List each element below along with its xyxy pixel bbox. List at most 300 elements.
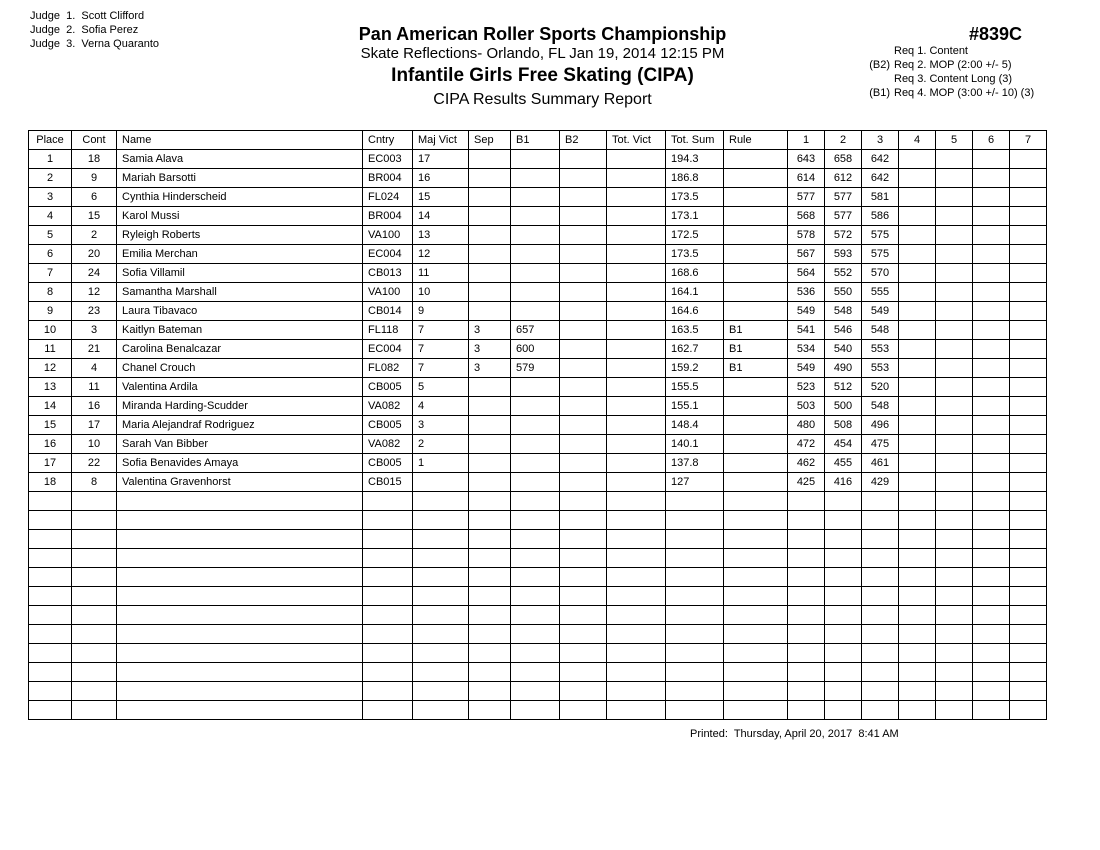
table-cell: VA082 [363, 435, 413, 454]
table-cell [72, 644, 117, 663]
table-cell [72, 663, 117, 682]
table-cell [560, 530, 607, 549]
table-cell: VA100 [363, 283, 413, 302]
table-cell [469, 416, 511, 435]
table-cell: 3 [469, 340, 511, 359]
table-cell [117, 549, 363, 568]
table-cell: Cynthia Hinderscheid [117, 188, 363, 207]
table-cell [862, 606, 899, 625]
table-cell [117, 492, 363, 511]
table-cell [825, 492, 862, 511]
table-cell [511, 701, 560, 720]
judge-2: Judge 2. Sofia Perez [30, 24, 139, 36]
table-cell: 159.2 [666, 359, 724, 378]
table-cell [825, 644, 862, 663]
table-cell [724, 150, 788, 169]
table-cell: Ryleigh Roberts [117, 226, 363, 245]
table-row [29, 397, 1047, 416]
table-cell [724, 701, 788, 720]
requirement-1: Req 1. Content [894, 45, 968, 57]
table-cell [607, 169, 666, 188]
table-cell: 168.6 [666, 264, 724, 283]
table-cell: 500 [825, 397, 862, 416]
table-cell [413, 701, 469, 720]
table-cell: 17 [413, 150, 469, 169]
table-cell [825, 701, 862, 720]
table-cell [560, 568, 607, 587]
table-cell: 3 [72, 321, 117, 340]
table-cell [607, 568, 666, 587]
table-cell [899, 207, 936, 226]
table-cell [607, 207, 666, 226]
table-cell: 13 [413, 226, 469, 245]
table-cell [973, 606, 1010, 625]
table-cell [825, 663, 862, 682]
table-cell [29, 492, 72, 511]
table-cell [117, 682, 363, 701]
table-cell [469, 473, 511, 492]
table-cell: 18 [29, 473, 72, 492]
column-header: Maj Vict [413, 131, 469, 150]
table-cell [899, 682, 936, 701]
table-cell [607, 283, 666, 302]
table-cell: 541 [788, 321, 825, 340]
table-cell [862, 492, 899, 511]
table-cell [469, 492, 511, 511]
table-cell [413, 511, 469, 530]
table-cell: 577 [825, 207, 862, 226]
table-cell [666, 644, 724, 663]
table-cell [560, 549, 607, 568]
table-cell: Sofia Benavides Amaya [117, 454, 363, 473]
table-cell [117, 663, 363, 682]
table-row [29, 416, 1047, 435]
table-cell: 7 [413, 321, 469, 340]
table-cell [1010, 568, 1047, 587]
table-cell [899, 264, 936, 283]
table-cell [560, 188, 607, 207]
table-cell [511, 587, 560, 606]
table-cell [666, 530, 724, 549]
table-row [29, 587, 1047, 606]
table-row [29, 321, 1047, 340]
column-header: 3 [862, 131, 899, 150]
table-cell: 12 [413, 245, 469, 264]
table-cell [560, 378, 607, 397]
table-cell [560, 226, 607, 245]
table-cell [724, 454, 788, 473]
table-row [29, 283, 1047, 302]
table-cell: 15 [413, 188, 469, 207]
table-cell: 577 [825, 188, 862, 207]
table-cell: 5 [413, 378, 469, 397]
table-cell [936, 245, 973, 264]
table-cell: Chanel Crouch [117, 359, 363, 378]
table-cell [607, 188, 666, 207]
table-cell [936, 473, 973, 492]
table-cell [607, 530, 666, 549]
table-cell [973, 226, 1010, 245]
table-cell: 472 [788, 435, 825, 454]
table-cell [511, 473, 560, 492]
table-cell: CB005 [363, 454, 413, 473]
table-cell: CB005 [363, 378, 413, 397]
table-cell [899, 321, 936, 340]
table-cell: 173.5 [666, 188, 724, 207]
table-cell [469, 435, 511, 454]
table-cell [607, 473, 666, 492]
table-cell [469, 606, 511, 625]
table-cell [973, 416, 1010, 435]
table-cell: 548 [862, 397, 899, 416]
table-cell: Samantha Marshall [117, 283, 363, 302]
table-cell: 3 [29, 188, 72, 207]
table-cell [29, 682, 72, 701]
table-cell [899, 549, 936, 568]
table-cell [560, 701, 607, 720]
table-cell [724, 530, 788, 549]
table-cell: 16 [29, 435, 72, 454]
championship-title: Pan American Roller Sports Championship [358, 24, 727, 44]
table-cell [973, 169, 1010, 188]
table-cell: 12 [72, 283, 117, 302]
table-cell [29, 663, 72, 682]
table-cell [724, 378, 788, 397]
table-cell: 148.4 [666, 416, 724, 435]
table-cell: 173.5 [666, 245, 724, 264]
table-cell [511, 378, 560, 397]
table-row [29, 302, 1047, 321]
table-cell: 475 [862, 435, 899, 454]
table-cell: CB013 [363, 264, 413, 283]
table-cell [72, 492, 117, 511]
table-cell [413, 625, 469, 644]
table-cell [413, 587, 469, 606]
judges-list [30, 9, 159, 51]
table-cell: 658 [825, 150, 862, 169]
table-cell: 6 [72, 188, 117, 207]
table-cell: 581 [862, 188, 899, 207]
table-cell: 455 [825, 454, 862, 473]
table-cell [862, 511, 899, 530]
table-cell [511, 169, 560, 188]
table-cell [607, 587, 666, 606]
table-cell [936, 340, 973, 359]
table-cell [560, 321, 607, 340]
table-cell: B1 [724, 359, 788, 378]
table-cell: 2 [413, 435, 469, 454]
table-cell [29, 530, 72, 549]
table-cell: 7 [413, 340, 469, 359]
table-cell [29, 511, 72, 530]
table-cell [724, 435, 788, 454]
table-cell: 10 [72, 435, 117, 454]
table-cell [899, 625, 936, 644]
table-cell [363, 549, 413, 568]
table-cell [936, 359, 973, 378]
table-cell [936, 606, 973, 625]
table-row [29, 340, 1047, 359]
table-cell [607, 340, 666, 359]
table-cell [724, 397, 788, 416]
table-cell [1010, 587, 1047, 606]
table-cell [607, 663, 666, 682]
table-cell [899, 416, 936, 435]
table-cell [560, 663, 607, 682]
table-cell [936, 188, 973, 207]
table-cell [899, 644, 936, 663]
table-cell: 1 [413, 454, 469, 473]
table-cell [469, 378, 511, 397]
table-cell: VA082 [363, 397, 413, 416]
table-cell [1010, 701, 1047, 720]
table-cell [29, 701, 72, 720]
table-cell [511, 682, 560, 701]
table-cell: 17 [29, 454, 72, 473]
table-cell [413, 644, 469, 663]
table-cell: 553 [862, 340, 899, 359]
table-cell [363, 511, 413, 530]
table-cell [973, 530, 1010, 549]
table-cell [666, 625, 724, 644]
table-cell [724, 169, 788, 188]
table-cell [724, 473, 788, 492]
table-cell [936, 454, 973, 473]
table-cell [607, 226, 666, 245]
table-cell: Samia Alava [117, 150, 363, 169]
table-cell [469, 188, 511, 207]
table-cell [1010, 340, 1047, 359]
table-cell: 570 [862, 264, 899, 283]
table-cell [936, 701, 973, 720]
column-header: Name [117, 131, 363, 150]
table-cell [936, 416, 973, 435]
table-cell: 454 [825, 435, 862, 454]
table-cell: 3 [413, 416, 469, 435]
table-cell: 1 [29, 150, 72, 169]
table-cell: 6 [29, 245, 72, 264]
table-cell: 462 [788, 454, 825, 473]
table-cell: 12 [29, 359, 72, 378]
table-cell: 3 [469, 359, 511, 378]
table-cell [29, 549, 72, 568]
table-row [29, 549, 1047, 568]
table-cell: 194.3 [666, 150, 724, 169]
table-cell [363, 701, 413, 720]
table-cell [607, 492, 666, 511]
table-row [29, 378, 1047, 397]
table-cell: Carolina Benalcazar [117, 340, 363, 359]
table-cell [117, 511, 363, 530]
table-cell: CB015 [363, 473, 413, 492]
table-cell: 612 [825, 169, 862, 188]
table-cell [1010, 264, 1047, 283]
table-cell [666, 492, 724, 511]
table-cell [973, 264, 1010, 283]
table-cell: 5 [29, 226, 72, 245]
table-cell [1010, 682, 1047, 701]
table-cell [973, 454, 1010, 473]
table-cell: 164.1 [666, 283, 724, 302]
table-cell [973, 568, 1010, 587]
table-cell [560, 397, 607, 416]
column-header: Rule [724, 131, 788, 150]
table-cell: Kaitlyn Bateman [117, 321, 363, 340]
table-cell [1010, 416, 1047, 435]
event-title: Infantile Girls Free Skating (CIPA) [391, 65, 694, 86]
venue-datetime: Skate Reflections- Orlando, FL Jan 19, 2014 12:15 PM [360, 45, 725, 62]
table-cell [469, 625, 511, 644]
table-row [29, 454, 1047, 473]
table-cell [825, 625, 862, 644]
table-cell [511, 454, 560, 473]
table-cell: VA100 [363, 226, 413, 245]
table-cell [666, 549, 724, 568]
table-cell [899, 435, 936, 454]
table-cell [973, 359, 1010, 378]
table-cell [511, 492, 560, 511]
table-cell [788, 663, 825, 682]
table-cell [666, 701, 724, 720]
table-cell [511, 264, 560, 283]
table-cell [469, 226, 511, 245]
table-cell: 22 [72, 454, 117, 473]
table-cell [560, 245, 607, 264]
table-row [29, 492, 1047, 511]
table-cell [724, 606, 788, 625]
table-cell: 600 [511, 340, 560, 359]
table-cell [899, 302, 936, 321]
table-cell [511, 150, 560, 169]
table-cell [1010, 473, 1047, 492]
table-cell [607, 245, 666, 264]
table-cell [511, 568, 560, 587]
table-cell [117, 625, 363, 644]
table-cell [413, 606, 469, 625]
table-cell: FL082 [363, 359, 413, 378]
table-cell [469, 549, 511, 568]
table-cell [973, 701, 1010, 720]
table-cell: 10 [29, 321, 72, 340]
table-cell [117, 644, 363, 663]
table-cell: 490 [825, 359, 862, 378]
table-cell [117, 587, 363, 606]
table-cell: Maria Alejandraf Rodriguez [117, 416, 363, 435]
table-cell: 7 [413, 359, 469, 378]
table-cell [29, 568, 72, 587]
table-cell [973, 397, 1010, 416]
table-row [29, 625, 1047, 644]
table-cell [724, 644, 788, 663]
table-row [29, 511, 1047, 530]
table-row [29, 530, 1047, 549]
column-header: Tot. Sum [666, 131, 724, 150]
table-cell: 11 [413, 264, 469, 283]
table-cell: 520 [862, 378, 899, 397]
table-cell [936, 511, 973, 530]
table-cell [29, 644, 72, 663]
table-cell [973, 188, 1010, 207]
table-cell [560, 473, 607, 492]
table-cell [862, 587, 899, 606]
table-cell [72, 606, 117, 625]
table-cell [825, 530, 862, 549]
table-cell [607, 359, 666, 378]
table-cell [469, 397, 511, 416]
table-cell: CB014 [363, 302, 413, 321]
table-cell [724, 568, 788, 587]
table-cell [511, 188, 560, 207]
table-cell: EC004 [363, 340, 413, 359]
table-row [29, 644, 1047, 663]
table-cell [469, 644, 511, 663]
table-cell [973, 511, 1010, 530]
table-cell: Karol Mussi [117, 207, 363, 226]
table-cell [936, 435, 973, 454]
table-cell [363, 663, 413, 682]
table-cell [72, 625, 117, 644]
table-cell [973, 245, 1010, 264]
table-cell [1010, 245, 1047, 264]
table-cell [1010, 378, 1047, 397]
table-cell [936, 302, 973, 321]
table-cell [72, 530, 117, 549]
table-cell [413, 663, 469, 682]
table-cell [724, 226, 788, 245]
table-cell [825, 587, 862, 606]
table-cell [788, 606, 825, 625]
table-cell: 567 [788, 245, 825, 264]
table-cell [469, 245, 511, 264]
table-cell [607, 549, 666, 568]
table-cell [560, 454, 607, 473]
table-row [29, 226, 1047, 245]
table-cell [973, 663, 1010, 682]
table-cell: 2 [29, 169, 72, 188]
table-cell [1010, 492, 1047, 511]
table-cell: 13 [29, 378, 72, 397]
table-row [29, 473, 1047, 492]
table-cell: 577 [788, 188, 825, 207]
table-cell [117, 568, 363, 587]
table-cell [511, 644, 560, 663]
table-cell: 549 [862, 302, 899, 321]
table-row [29, 245, 1047, 264]
table-cell [511, 606, 560, 625]
table-cell: 549 [788, 302, 825, 321]
table-cell [607, 397, 666, 416]
table-cell: FL118 [363, 321, 413, 340]
table-cell [724, 682, 788, 701]
table-cell: 164.6 [666, 302, 724, 321]
table-cell: 15 [72, 207, 117, 226]
table-cell [724, 207, 788, 226]
table-cell [363, 625, 413, 644]
table-cell: BR004 [363, 207, 413, 226]
table-cell [788, 492, 825, 511]
table-cell [1010, 283, 1047, 302]
table-cell [936, 549, 973, 568]
table-cell [607, 264, 666, 283]
table-cell: 18 [72, 150, 117, 169]
column-header: Place [29, 131, 72, 150]
table-cell [936, 625, 973, 644]
table-cell [607, 378, 666, 397]
table-cell [607, 454, 666, 473]
table-cell: 16 [413, 169, 469, 188]
table-cell [1010, 169, 1047, 188]
table-cell: 140.1 [666, 435, 724, 454]
